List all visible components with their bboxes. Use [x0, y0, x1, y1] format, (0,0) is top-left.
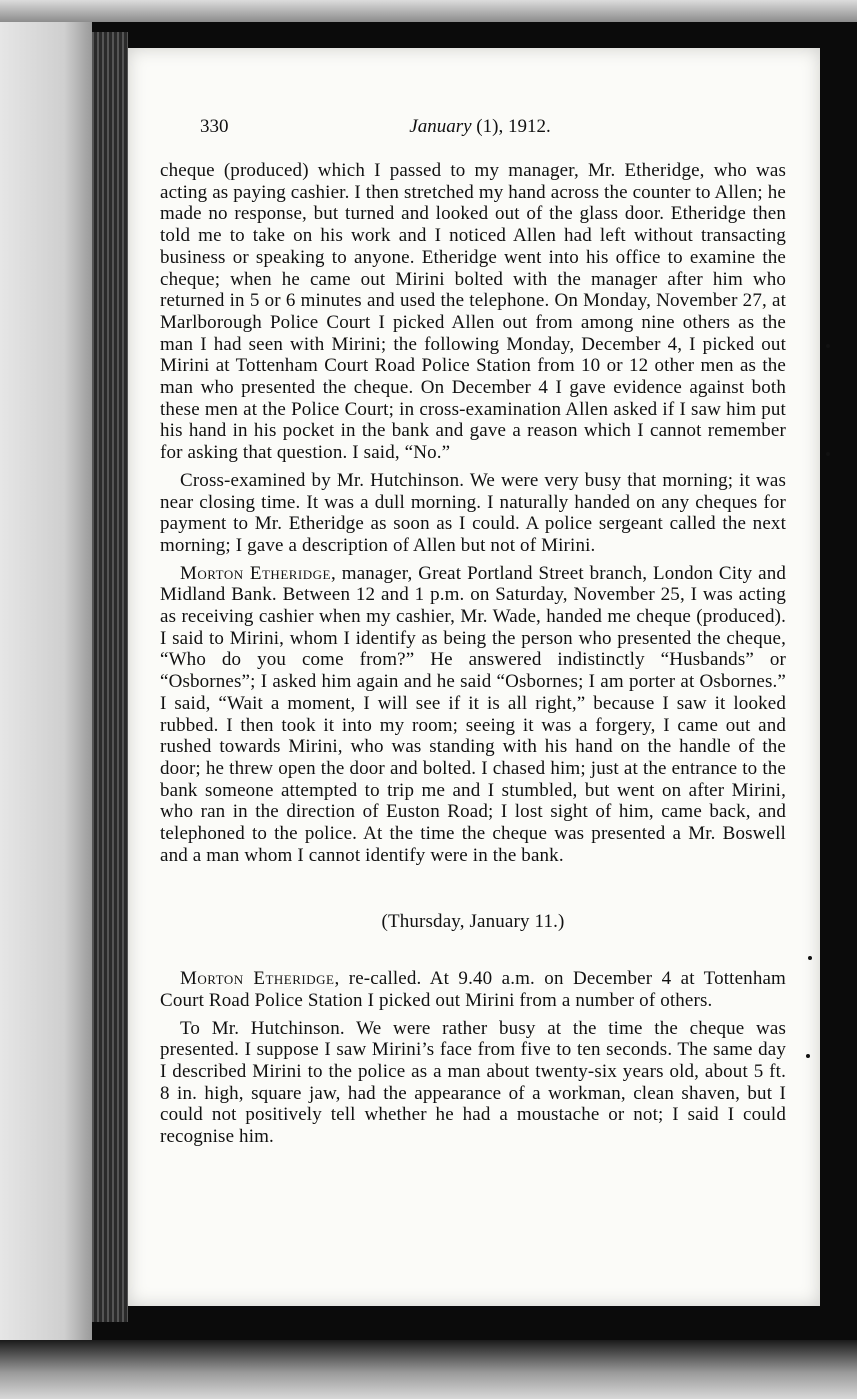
paragraph-4-text: , re-called. At 9.40 a.m. on December 4 at Tottenham Court Road Police Station I picked out Mirini from a number of others.: [160, 968, 786, 1011]
scan-speck: [826, 452, 830, 456]
page-header: [200, 116, 760, 146]
witness-name: Morton Etheridge: [180, 562, 331, 584]
witness-name-recalled: Morton Etheridge: [180, 968, 335, 990]
running-title-rest: (1), 1912.: [471, 116, 551, 137]
date-heading: (Thursday, January 11.): [381, 910, 565, 932]
scan-margin-top: [0, 0, 857, 22]
book-page-edges: [92, 32, 128, 1322]
book-page: [128, 48, 820, 1306]
scan-speck: [806, 1054, 810, 1058]
running-title: [200, 116, 760, 138]
scan-speck: [808, 956, 812, 960]
running-title-month: January: [409, 116, 472, 137]
paragraph-1: cheque (produced) which I passed to my manager, Mr. Etheridge, who was acting as paying cashier. I then stretched my hand across the counter to Allen; he made no response, but turned and looked out of the glass door. Etheridge then told me to take on his work and I noticed Allen had left without transacting business or speaking to anyone. Etheridge went into his office to examine the cheque; when he came out Mirini bolted with the manager after him who returned in 5 or 6 minutes and used the telephone. On Monday, November 27, at Marlborough Police Court I picked Allen out from among nine others as the man I had seen with Mirini; the following Monday, December 4, I picked out Mirini at Tottenham Court Road Police Station from 10 or 12 other men as the man who presented the cheque. On December 4 I gave evidence against both these men at the Police Court; in cross-examination Allen asked if I saw him put his hand in his pocket in the bank and gave a reason which I cannot remember for asking that question. I said, “No.”: [160, 160, 786, 464]
scan-margin-left: [0, 0, 92, 1399]
paragraph-4: [160, 968, 786, 1011]
text-body: [160, 160, 786, 1148]
paragraph-2: Cross-examined by Mr. Hutchinson. We were very busy that morning; it was near closing time. It was a dull morning. I naturally handed on any cheques for payment to Mr. Etheridge as soon as I could. A police sergeant called the next morning; I gave a description of Allen but not of Mirini.: [160, 469, 786, 556]
paragraph-3-text: , manager, Great Portland Street branch, London City and Midland Bank. Between 12 and 1 p.m. on Saturday, November 25, I was acting as receiving cashier when my cashier, Mr. Wade, handed me cheque (produced). I said to Mirini, whom I identify as being the person who presented the cheque, “Who do you come from?” He answered indistinctly “Husbands” or “Osbornes”; I asked him again and he said “Osbornes; I am porter at Osbornes.” I said, “Wait a moment, I will see if it is all right,” because I saw it looked rubbed. I then took it into my room; seeing it was a forgery, I came out and rushed towards Mirini, who was standing with his hand on the handle of the door; he threw open the door and bolted. I chased him; just at the entrance to the bank someone attempted to trip me and I stumbled, but went on after Mirini, who ran in the direction of Euston Road; I lost sight of him, came back, and telephoned to the police. At the time the cheque was presented a Mr. Boswell and a man whom I cannot identify were in the bank.: [160, 562, 786, 866]
paragraph-3: [160, 563, 786, 867]
scan-margin-bottom: [0, 1340, 857, 1399]
scan-speck: [826, 344, 830, 348]
page-number: 330: [200, 116, 229, 137]
paragraph-5: To Mr. Hutchinson. We were rather busy at the time the cheque was presented. I suppose I saw Mirini’s face from five to ten seconds. The same day I described Mirini to the police as a man about twenty-six years old, about 5 ft. 8 in. high, square jaw, had the appearance of a workman, clean shaven, but I could not positively tell whether he had a moustache or not; I said I could recognise him.: [160, 1017, 786, 1148]
